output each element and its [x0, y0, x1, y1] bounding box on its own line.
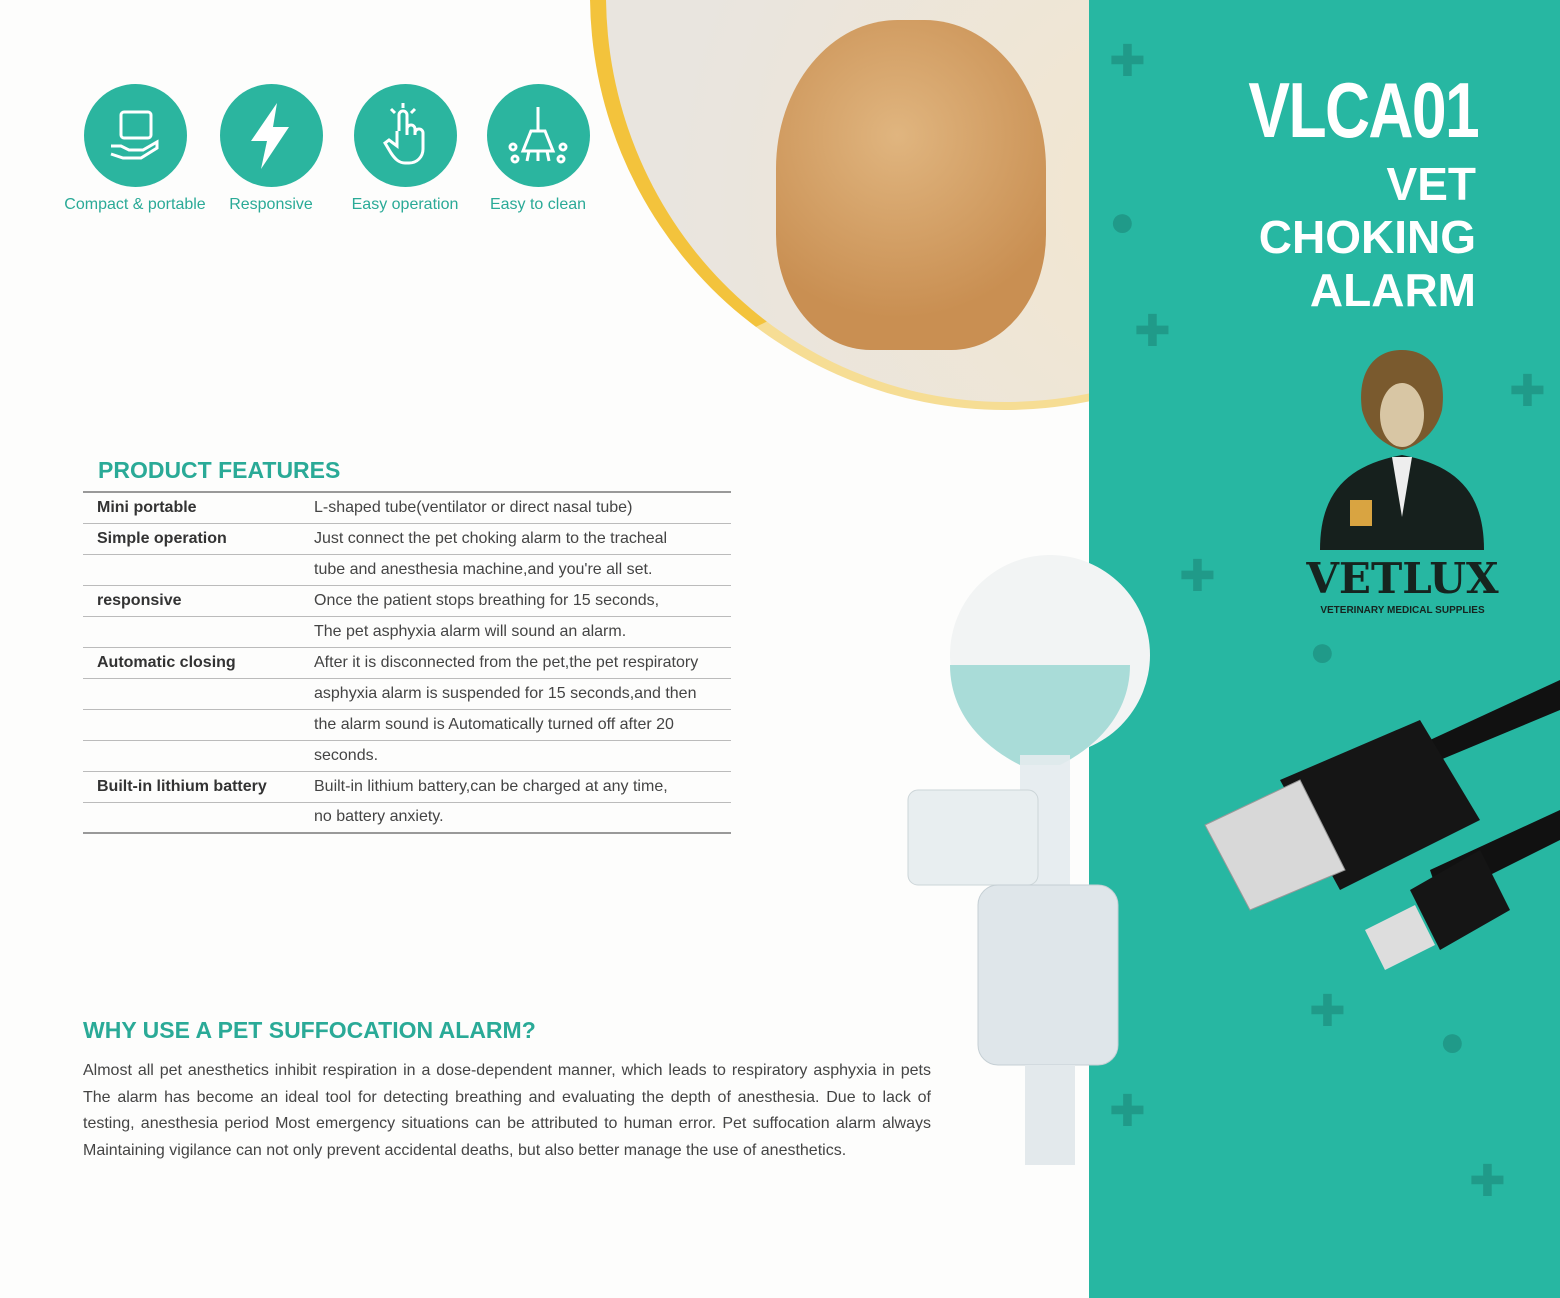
feature-description: Just connect the pet choking alarm to the tracheal	[314, 523, 731, 554]
plus-icon: ✚	[1134, 307, 1171, 356]
table-row	[83, 709, 731, 740]
table-row	[83, 492, 731, 523]
plus-icon: ✚	[1109, 1087, 1146, 1136]
feature-compact-portable	[64, 84, 206, 224]
feature-name: Automatic closing	[83, 647, 314, 678]
feature-easy-to-clean	[478, 84, 598, 224]
feature-label: Easy operation	[351, 196, 459, 213]
feature-label: Compact & portable	[64, 196, 206, 213]
plus-icon: ✚	[1179, 552, 1216, 601]
table-row	[83, 554, 731, 585]
feature-name: Built-in lithium battery	[83, 771, 314, 802]
feature-description: Built-in lithium battery,can be charged at any time,	[314, 771, 731, 802]
feature-name	[83, 554, 314, 585]
feature-label: Responsive	[229, 196, 313, 213]
why-paragraph: Almost all pet anesthetics inhibit respiration in a dose-dependent manner, which leads to respiratory asphyxia in pets The alarm has become an ideal tool for detecting breathing and evaluating the depth of anesthesia. Due to lack of testing, anesthesia period Most emergency situations can be attributed to human error. Pet suffocation alarm always Maintaining vigilance can not only prevent accidental deaths, but also better manage the use of anesthetics.	[83, 1062, 931, 1159]
feature-name	[83, 802, 314, 833]
table-row	[83, 802, 731, 833]
plus-icon: ✚	[1309, 987, 1346, 1036]
table-row	[83, 616, 731, 647]
feature-easy-operation	[345, 84, 465, 224]
finger-tap-icon	[354, 84, 457, 187]
lion-logo-icon	[1310, 345, 1495, 550]
feature-description: tube and anesthesia machine,and you're all set.	[314, 554, 731, 585]
hand-device-icon	[84, 84, 187, 187]
feature-description: asphyxia alarm is suspended for 15 seconds,and then	[314, 678, 731, 709]
feature-label: Easy to clean	[489, 196, 587, 213]
paw-icon: ●	[1439, 1017, 1466, 1066]
feature-name: responsive	[83, 585, 314, 616]
table-row	[83, 647, 731, 678]
brand-tagline: VETERINARY MEDICAL SUPPLIES	[1320, 605, 1485, 616]
title-line: VET	[1386, 158, 1476, 210]
plus-icon: ✚	[1509, 367, 1546, 416]
feature-description: no battery anxiety.	[314, 802, 731, 833]
broom-icon	[487, 84, 590, 187]
plus-icon: ✚	[1469, 1157, 1506, 1206]
feature-name	[83, 616, 314, 647]
title-line: ALARM	[1309, 264, 1476, 316]
feature-name: Mini portable	[83, 492, 314, 523]
feature-name	[83, 740, 314, 771]
features-table	[83, 491, 731, 834]
feature-name	[83, 678, 314, 709]
model-number: VLCA01	[1248, 66, 1478, 154]
table-row	[83, 523, 731, 554]
table-row	[83, 678, 731, 709]
lightning-icon	[220, 84, 323, 187]
feature-description: seconds.	[314, 740, 731, 771]
paw-icon: ●	[1109, 197, 1136, 246]
feature-description: The pet asphyxia alarm will sound an alarm.	[314, 616, 731, 647]
table-row	[83, 771, 731, 802]
usb-c-cable-image	[1200, 680, 1560, 980]
feature-description: L-shaped tube(ventilator or direct nasal tube)	[314, 492, 731, 523]
table-row	[83, 585, 731, 616]
feature-description: After it is disconnected from the pet,the pet respiratory	[314, 647, 731, 678]
product-title	[1259, 158, 1476, 317]
feature-description: Once the patient stops breathing for 15 seconds,	[314, 585, 731, 616]
feature-name	[83, 709, 314, 740]
title-line: CHOKING	[1258, 211, 1476, 263]
product-features-heading: PRODUCT FEATURES	[98, 457, 341, 483]
table-row	[83, 740, 731, 771]
dog-image	[776, 20, 1046, 350]
brand-name: VETLUX	[1306, 554, 1499, 603]
syringe-icon: ✚	[1109, 37, 1146, 86]
alarm-device-image	[900, 555, 1160, 1175]
paw-icon: ●	[1309, 627, 1336, 676]
feature-responsive	[211, 84, 331, 224]
feature-description: the alarm sound is Automatically turned off after 20	[314, 709, 731, 740]
why-heading: WHY USE A PET SUFFOCATION ALARM?	[83, 1017, 536, 1043]
feature-name: Simple operation	[83, 523, 314, 554]
